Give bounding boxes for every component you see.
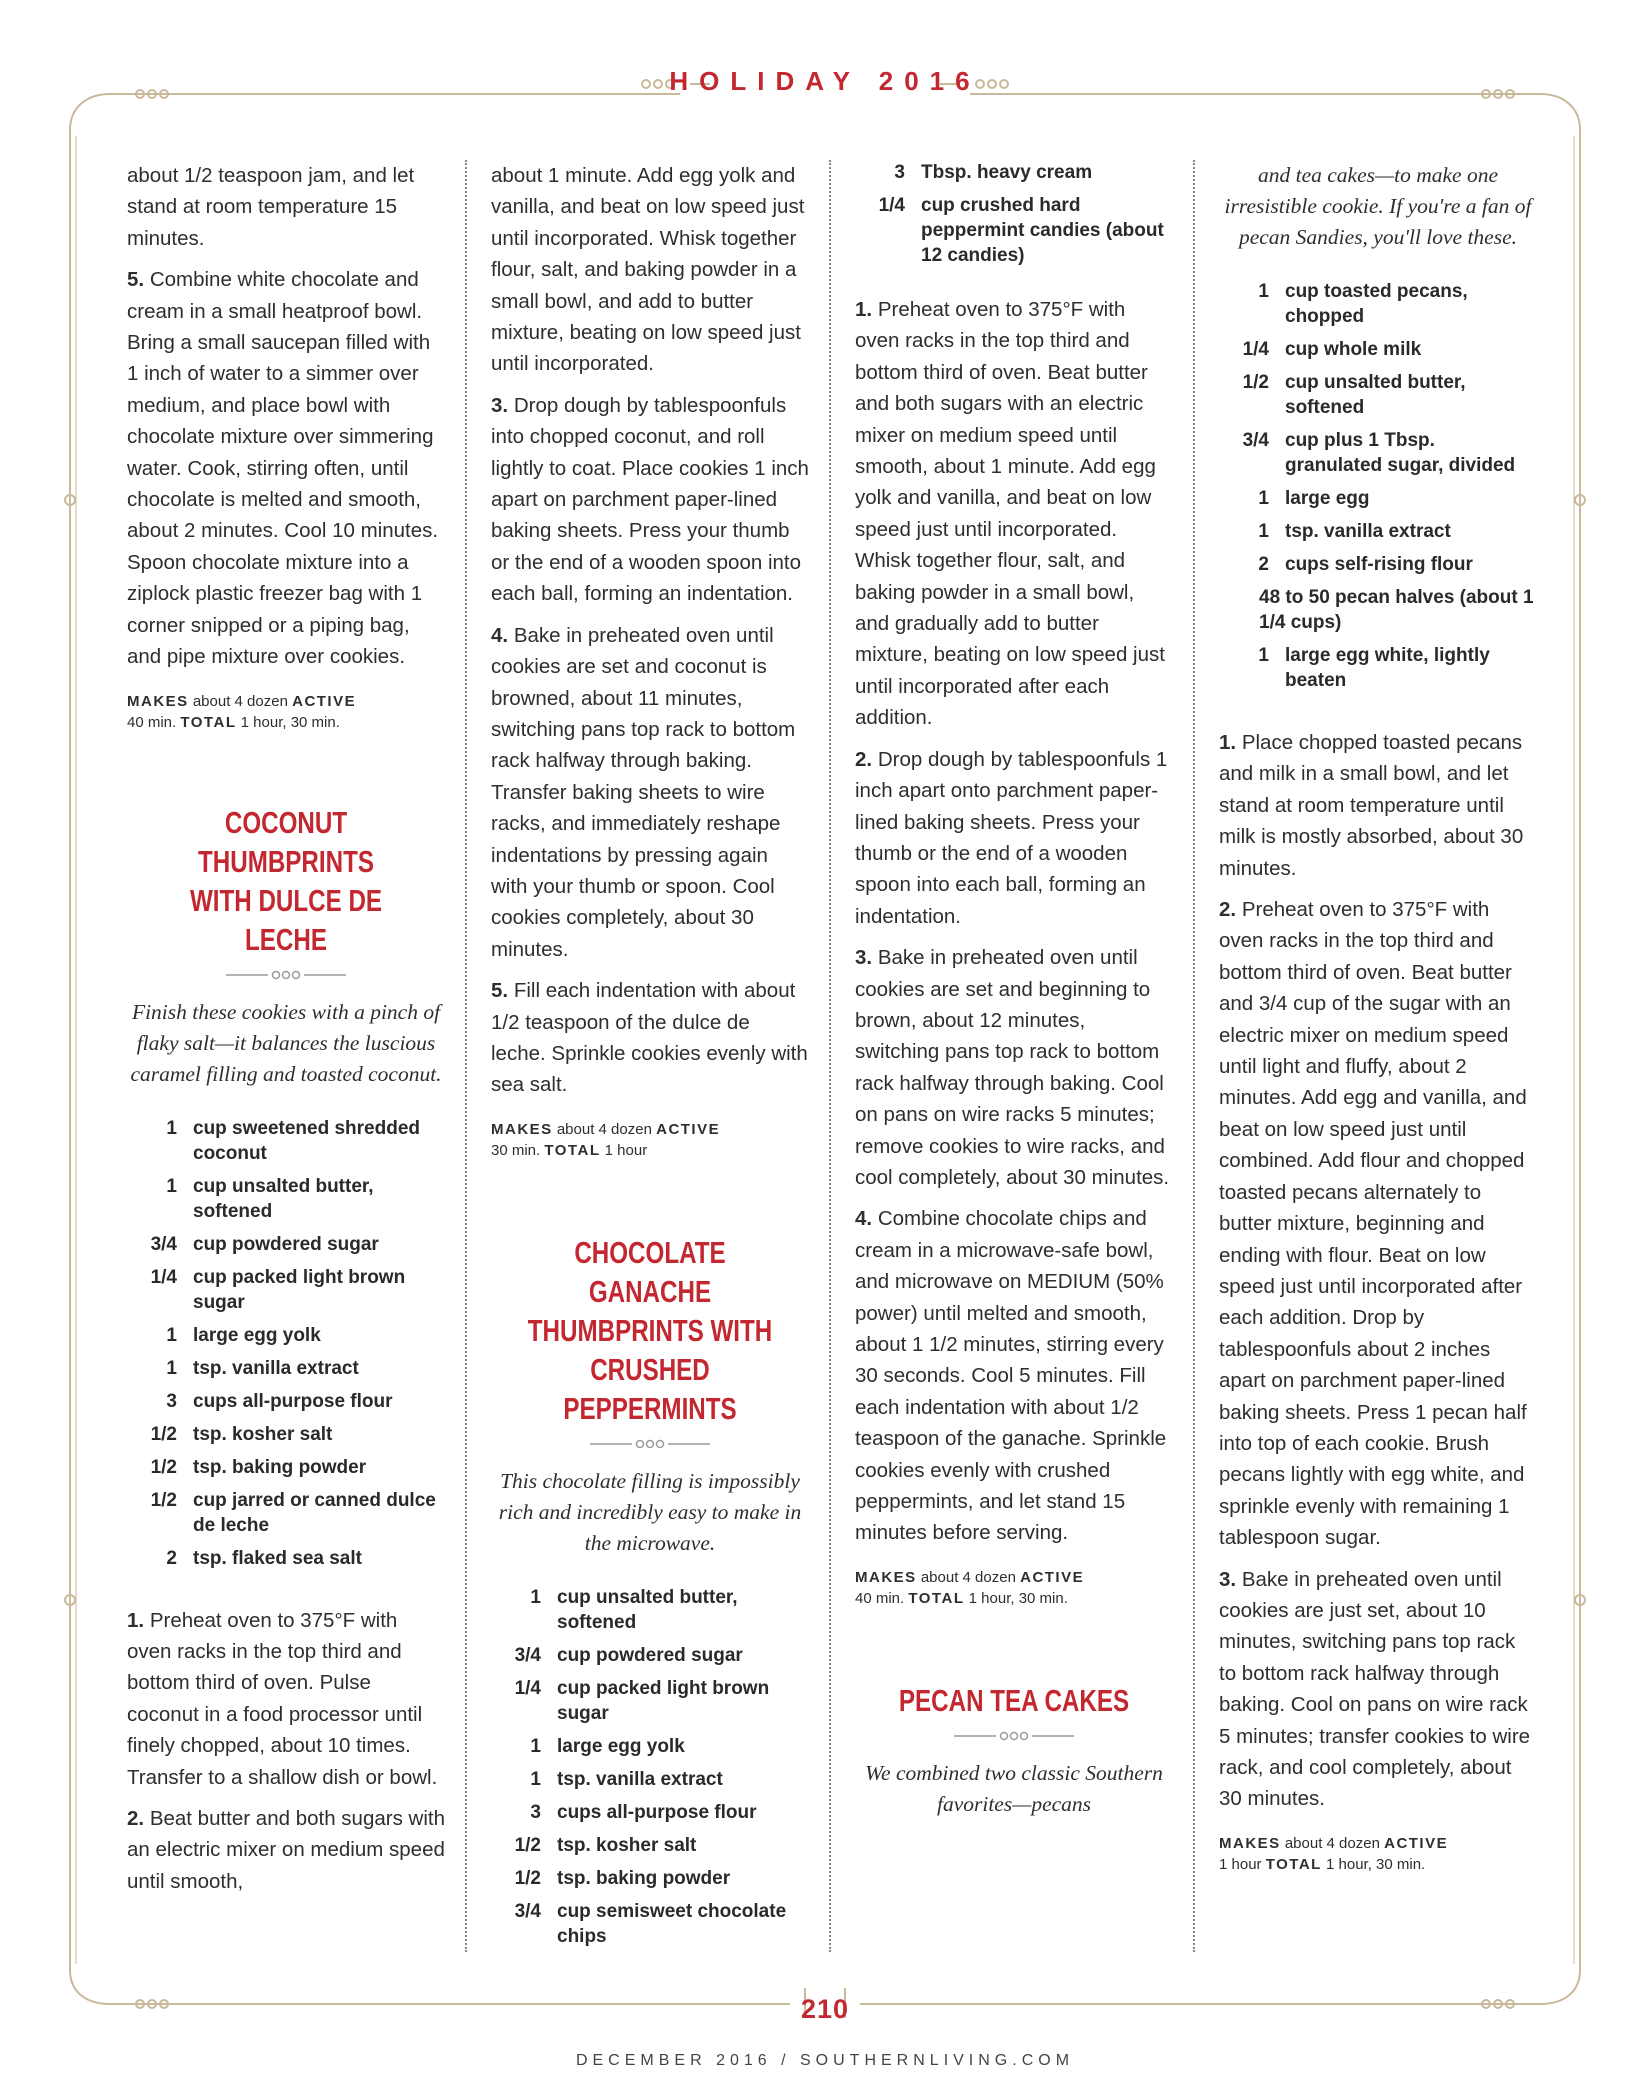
ingredient-item: 3/4 cup semisweet chocolate chips	[514, 1900, 787, 1947]
ingredient-list	[1219, 279, 1537, 693]
ingredient-item: 3 cups all-purpose flour	[166, 1390, 393, 1412]
ingredient-item: 1 cup unsalted butter, softened	[166, 1175, 374, 1222]
recipe-yield: MAKES about 4 dozen ACTIVE 30 min. TOTAL 1 hour	[491, 1120, 721, 1159]
ingredient-list	[127, 1116, 445, 1571]
step-1: 1. Preheat oven to 375°F with oven racks in the top third and bottom third of oven. Beat butter and both sugars with an electric mixer on medium speed until smooth, about 1 minute. Add egg yolk and vanilla, and beat on low speed just until incorporated. Whisk together flour, salt, and baking powder in a small bowl, and gradually add to butter mixture, beating on low speed just until incorporated after each addition.	[855, 298, 1165, 730]
recipe-yield: MAKES about 4 dozen ACTIVE 40 min. TOTAL 1 hour, 30 min.	[127, 692, 357, 731]
ingredient-item: 1/2 tsp. kosher salt	[514, 1834, 697, 1856]
step-2: 2. Beat butter and both sugars with an electric mixer on medium speed until smooth,	[127, 1806, 445, 1893]
ingredient-item: 1/2 tsp. kosher salt	[150, 1423, 333, 1445]
ingredient-item: 48 to 50 pecan halves (about 1 1/4 cups)	[1259, 587, 1534, 633]
column-3	[855, 160, 1173, 1846]
ingredient-item: 1/4 cup crushed hard peppermint candies (about 12 candies)	[878, 195, 1164, 266]
step-5: 5. Fill each indentation with about 1/2 teaspoon of the dulce de leche. Sprinkle cookies evenly with sea salt.	[491, 979, 808, 1097]
divider-ornament-icon	[226, 969, 346, 981]
column-4	[1219, 160, 1537, 1875]
ingredient-item: 1 cup toasted pecans, chopped	[1258, 281, 1468, 327]
column-divider	[465, 160, 467, 1952]
step-3: 3. Bake in preheated oven until cookies are set and beginning to brown, about 12 minutes, switching pans top rack to bottom rack halfway through baking. Cool on pans on wire racks 5 minutes; remove cookies to wire racks, and cool completely, about 30 minutes.	[855, 946, 1170, 1189]
step-text: about 1 minute. Add egg yolk and vanilla, and beat on low speed just until incorporated. Whisk together flour, salt, and baking powder in a small bowl, and add to butter mixture, beating on low speed just until incorporated.	[491, 164, 805, 376]
recipe-title: COCONUT THUMBPRINTS WITH DULCE DE LECHE	[189, 804, 383, 957]
ingredient-list	[855, 160, 1173, 268]
column-divider	[829, 160, 831, 1952]
ingredient-item: 1 large egg yolk	[166, 1324, 321, 1346]
recipe-intro: We combined two classic Southern favorites—pecans	[865, 1760, 1163, 1816]
step-3: 3. Drop dough by tablespoonfuls into chopped coconut, and roll lightly to coat. Place cookies 1 inch apart on parchment paper-lined baking sheets. Press your thumb or the end of a wooden spoon into each ball, forming an indentation.	[491, 393, 809, 606]
recipe-intro: Finish these cookies with a pinch of flaky salt—it balances the luscious caramel filling and toasted coconut.	[130, 999, 442, 1086]
ingredient-item: 2 cups self-rising flour	[1258, 554, 1473, 575]
ingredient-item: 1/2 cup jarred or canned dulce de leche	[150, 1489, 436, 1536]
ingredient-item: 1/4 cup packed light brown sugar	[514, 1677, 770, 1724]
column-1	[127, 160, 445, 1907]
divider-ornament-icon	[954, 1730, 1074, 1742]
step-2: 2. Drop dough by tablespoonfuls 1 inch apart onto parchment paper-lined baking sheets. Press your thumb or the end of a wooden spoon into each ball, forming an indentation.	[855, 747, 1168, 928]
ingredient-list	[491, 1585, 809, 1949]
recipe-intro-continued: and tea cakes—to make one irresistible cookie. If you're a fan of pecan Sandies, you'll love these.	[1224, 163, 1532, 249]
ingredient-item: 3 Tbsp. heavy cream	[894, 162, 1093, 183]
ingredient-item: 1/2 cup unsalted butter, softened	[1242, 372, 1466, 418]
step-1: 1. Place chopped toasted pecans and milk in a small bowl, and let stand at room temperature until milk is mostly absorbed, about 30 minutes.	[1219, 731, 1524, 880]
step-2: 2. Preheat oven to 375°F with oven racks in the top third and bottom third of oven. Beat butter and 3/4 cup of the sugar with an electric mixer on medium speed until light and fluffy, about 2 minutes. Add egg and vanilla, and beat on low speed just until combined. Add flour and chopped toasted pecans alternately to butter mixture, beginning and ending with flour. Beat on low speed just until incorporated after each addition. Drop by tablespoonfuls about 2 inches apart on parchment paper-lined baking sheets. Press 1 pecan half into top of each cookie. Brush pecans lightly with egg white, and sprinkle evenly with remaining 1 tablespoon sugar.	[1219, 898, 1527, 1550]
step-5: 5. Combine white chocolate and cream in a small heatproof bowl. Bring a small saucepan filled with 1 inch of water to a simmer over medium, and place bowl with chocolate mixture over simmering water. Cook, stirring often, until chocolate is melted and smooth, about 2 minutes. Cool 10 minutes. Spoon chocolate mixture into a ziplock plastic freezer bag with 1 corner snipped or a piping bag, and pipe mixture over cookies.	[127, 268, 439, 669]
ingredient-item: 1 large egg	[1258, 488, 1370, 509]
step-4: 4. Combine chocolate chips and cream in a microwave-safe bowl, and microwave on MEDIUM (50% power) until melted and smooth, about 1 1/2 minutes, stirring every 30 seconds. Cool 5 minutes. Fill each indentation with about 1/2 teaspoon of the ganache. Sprinkle cookies evenly with crushed peppermints, and let stand 15 minutes before serving.	[855, 1207, 1167, 1545]
page-footer: DECEMBER 2016 / SOUTHERNLIVING.COM	[575, 2052, 1075, 2069]
ingredient-item: 1/2 tsp. baking powder	[150, 1456, 367, 1478]
step-1: 1. Preheat oven to 375°F with oven racks in the top third and bottom third of oven. Pulse coconut in a food processor until finely chopped, about 10 times. Transfer to a shallow dish or bowl.	[127, 1608, 438, 1789]
recipe-title: PECAN TEA CAKES	[898, 1682, 1130, 1718]
ingredient-item: 1 tsp. vanilla extract	[166, 1357, 359, 1379]
page-number: 210	[800, 1994, 850, 2024]
ingredient-item: 1 tsp. vanilla extract	[530, 1768, 723, 1790]
ingredient-item: 1 tsp. vanilla extract	[1258, 521, 1451, 542]
recipe-intro: This chocolate filling is impossibly rich and incredibly easy to make in the microwave.	[498, 1468, 802, 1555]
column-divider	[1193, 160, 1195, 1952]
ingredient-item: 1/2 tsp. baking powder	[514, 1867, 731, 1889]
recipe-yield: MAKES about 4 dozen ACTIVE 1 hour TOTAL 1 hour, 30 min.	[1219, 1834, 1449, 1873]
recipe-title: CHOCOLATE GANACHE THUMBPRINTS WITH CRUSHED PEPPERMINTS	[527, 1234, 773, 1426]
ingredient-item: 2 tsp. flaked sea salt	[166, 1547, 362, 1569]
ingredient-item: 1 cup unsalted butter, softened	[530, 1586, 738, 1633]
step-3: 3. Bake in preheated oven until cookies are just set, about 10 minutes, switching pans top rack to bottom rack halfway through baking. Cool on pans on wire rack 5 minutes; transfer cookies to wire rack, and cool completely, about 30 minutes.	[1219, 1567, 1531, 1811]
ingredient-item: 1/4 cup packed light brown sugar	[150, 1266, 406, 1313]
step-text: about 1/2 teaspoon jam, and let stand at room temperature 15 minutes.	[127, 164, 415, 250]
ingredient-item: 3 cups all-purpose flour	[530, 1801, 757, 1823]
ingredient-item: 1/4 cup whole milk	[1242, 339, 1422, 360]
ingredient-item: 1 large egg white, lightly beaten	[1258, 645, 1490, 691]
ingredient-item: 3/4 cup powdered sugar	[150, 1233, 379, 1255]
section-header: HOLIDAY 2016	[669, 66, 981, 96]
ingredient-item: 3/4 cup powdered sugar	[514, 1644, 743, 1666]
column-2	[491, 160, 809, 1967]
step-4: 4. Bake in preheated oven until cookies are set and coconut is browned, about 11 minutes, switching pans top rack to bottom rack halfway through baking. Transfer baking sheets to wire racks, and immediately reshape indentations by pressing again with your thumb or spoon. Cool cookies completely, about 30 minutes.	[491, 623, 796, 961]
divider-ornament-icon	[590, 1438, 710, 1450]
recipe-yield: MAKES about 4 dozen ACTIVE 40 min. TOTAL 1 hour, 30 min.	[855, 1568, 1085, 1607]
ingredient-item: 1 large egg yolk	[530, 1735, 685, 1757]
ingredient-item: 3/4 cup plus 1 Tbsp. granulated sugar, divided	[1242, 430, 1516, 476]
ingredient-item: 1 cup sweetened shredded coconut	[166, 1117, 421, 1164]
